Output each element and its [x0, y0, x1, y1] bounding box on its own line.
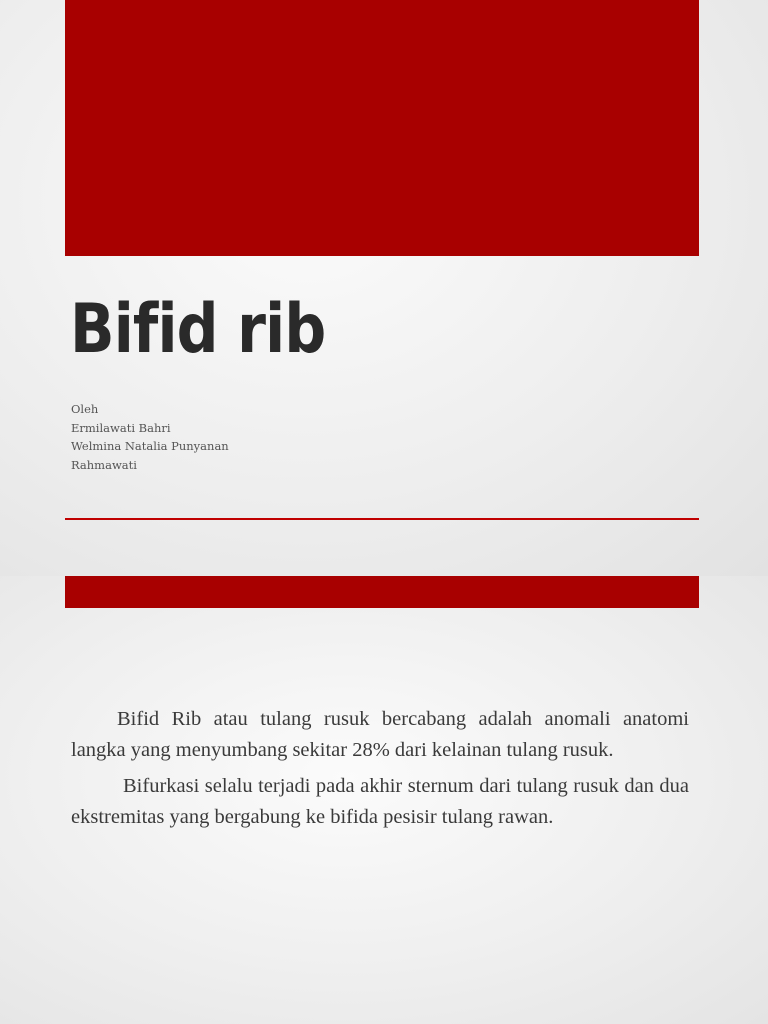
- paragraph: Bifid Rib atau tulang rusuk bercabang adalah anomali anatomi langka yang menyumbang sekitar 28% dari kelainan tulang rusuk.: [71, 708, 689, 761]
- author-list: [71, 400, 229, 474]
- paragraph: Bifurkasi selalu terjadi pada akhir sternum dari tulang rusuk dan dua ekstremitas yang bergabung ke bifida pesisir tulang rawan.: [71, 775, 689, 828]
- author-line: Rahmawati: [71, 457, 137, 472]
- author-line: Welmina Natalia Punyanan: [71, 439, 229, 453]
- body-text: [71, 704, 689, 838]
- content-slide: [0, 576, 768, 1024]
- red-header-block: [65, 0, 699, 256]
- author-line: Oleh: [71, 402, 99, 416]
- red-divider-line: [65, 518, 699, 520]
- red-header-bar: [65, 576, 699, 608]
- author-line: Ermilawati Bahri: [71, 420, 171, 435]
- slide-title: Bifid rib: [70, 290, 326, 369]
